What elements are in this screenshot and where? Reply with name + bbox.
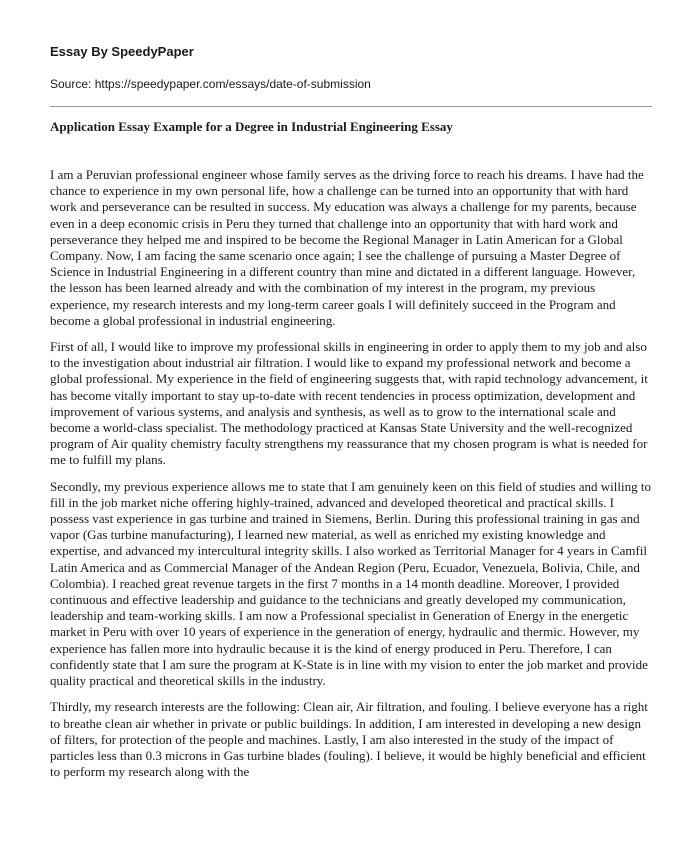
essay-paragraph: First of all, I would like to improve my professional skills in engineering in order to apply them to my job and also to the investigation about industrial air filtration. I would like to expand my professional network and become a global professional. My experience in the field of engineering suggests that, with rapid technology advancement, it has become vitally important to stay up-to-date with recent tendencies in process optimization, development and improvement of various systems, and analysis and synthesis, as well as to grow to the international scale and become a world-class specialist. The methodology practiced at Kansas State University and the well-recognized program of Air quality chemistry faculty strengthens my reassurance that my chosen program is what is needed for me to fulfill my plans. <box>50 339 648 468</box>
document-header-title: Essay By SpeedyPaper <box>50 44 194 59</box>
essay-paragraph: Secondly, my previous experience allows me to state that I am genuinely keen on this field of studies and willing to fill in the job market niche offering highly-trained, advanced and developed theoretical and practical skills. I possess vast experience in gas turbine and trained in Siemens, Berlin. During this professional training in gas and vapor (Gas turbine manufacturing), I learned new material, as well as enriched my existing knowledge and expertise, and advanced my intercultural integrity skills. I also worked as Territorial Manager for 4 years in Camfil Latin America and as Commercial Manager of the Andean Region (Peru, Ecuador, Venezuela, Bolivia, Chile, and Colombia). I reached great revenue targets in the first 7 months in a 14 month deadline. Moreover, I provided continuous and effective leadership and guidance to the technicians and greatly developed my communication, leadership and team-working skills. I am now a Professional specialist in Generation of Energy in the energetic market in Peru with over 10 years of experience in the generation of energy, hydraulic and thermic. However, my experience has fallen more into hydraulic because it is the kind of energy produced in Peru. Therefore, I can confidently state that I am sure the program at K-State is in line with my vision to enter the job market and provide quality practical and theoretical skills in the industry. <box>50 478 651 689</box>
essay-paragraph: Thirdly, my research interests are the following: Clean air, Air filtration, and fouling. I believe everyone has a right to breathe clean air whether in private or public buildings. In addition, I am interested in developing a new design of filters, for protection of the people and machines. Lastly, I am also interested in the study of the impact of particles less than 0.3 microns in Gas turbine blades (fouling). I believe, it would be highly beneficial and efficient to perform my research along with the <box>50 699 648 780</box>
header-divider <box>50 106 652 107</box>
essay-paragraph: I am a Peruvian professional engineer whose family serves as the driving force to reach his dreams. I have had the chance to experience in my own personal life, how a challenge can be turned into an opportunity that with hard work and perseverance can be resulted in success. My education was always a challenge for my parents, because even in a deep economic crisis in Peru they turned that challenge into an opportunity that with hard work and perseverance they helped me and inspired to be become the Regional Manager in Latin American for a Global Company. Now, I am facing the same scenario once again; I see the challenge of pursuing a Master Degree of Science in Industrial Engineering in a different country than mine and dictated in a different language. However, the lesson has been learned already and with the combination of my interest in the program, my previous experience, my research interests and my long-term career goals I will definitely succeed in the Program and become a global professional in industrial engineering. <box>50 167 644 328</box>
essay-title: Application Essay Example for a Degree in Industrial Engineering Essay <box>50 119 453 134</box>
essay-body <box>50 167 654 780</box>
source-line: Source: https://speedypaper.com/essays/date-of-submission <box>50 77 371 91</box>
